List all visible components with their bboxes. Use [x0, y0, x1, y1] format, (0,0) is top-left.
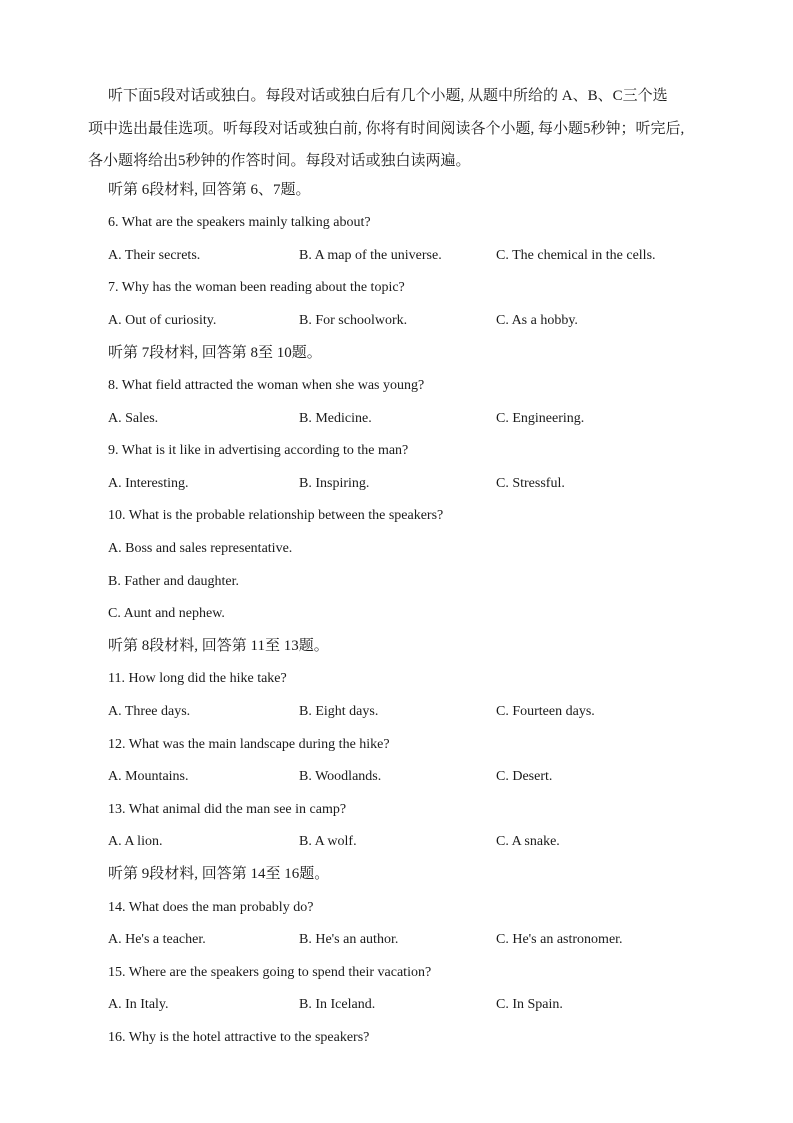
instructions-line-3: 各小题将给出5秒钟的作答时间。每段对话或独白读两遍。	[88, 153, 471, 169]
section-header-9: 听第 9段材料, 回答第 14至 16题。	[108, 866, 330, 882]
question-9: 9. What is it like in advertising according to the man?	[108, 443, 409, 458]
question-16: 16. Why is the hotel attractive to the speakers?	[108, 1030, 370, 1045]
question-15-option-c: C. In Spain.	[496, 997, 563, 1012]
instructions-paragraph	[88, 80, 720, 178]
question-15-option-b: B. In Iceland.	[299, 997, 376, 1012]
question-13-option-a: A. A lion.	[108, 834, 163, 849]
question-14: 14. What does the man probably do?	[108, 900, 314, 915]
question-13: 13. What animal did the man see in camp?	[108, 802, 347, 817]
question-12-option-a: A. Mountains.	[108, 769, 189, 784]
question-7-option-b: B. For schoolwork.	[299, 313, 408, 328]
question-6-option-c: C. The chemical in the cells.	[496, 248, 656, 263]
instructions-line-2: 项中选出最佳选项。听每段对话或独白前, 你将有时间阅读各个小题, 每小题5秒钟；听完后,	[88, 120, 685, 137]
question-14-option-a: A. He's a teacher.	[108, 932, 206, 947]
question-10-option-c: C. Aunt and nephew.	[108, 606, 225, 621]
question-6-option-a: A. Their secrets.	[108, 248, 201, 263]
question-9-option-b: B. Inspiring.	[299, 476, 370, 491]
section-header-6: 听第 6段材料, 回答第 6、7题。	[108, 182, 311, 198]
section-header-7: 听第 7段材料, 回答第 8至 10题。	[108, 345, 322, 361]
question-11-option-c: C. Fourteen days.	[496, 704, 595, 719]
question-14-option-b: B. He's an author.	[299, 932, 399, 947]
question-11: 11. How long did the hike take?	[108, 671, 287, 686]
question-8-option-b: B. Medicine.	[299, 411, 372, 426]
question-13-option-b: B. A wolf.	[299, 834, 357, 849]
question-10-option-b: B. Father and daughter.	[108, 574, 240, 589]
question-7: 7. Why has the woman been reading about the topic?	[108, 280, 405, 295]
question-13-option-c: C. A snake.	[496, 834, 560, 849]
question-11-option-b: B. Eight days.	[299, 704, 379, 719]
question-6-option-b: B. A map of the universe.	[299, 248, 442, 263]
question-15: 15. Where are the speakers going to spend their vacation?	[108, 965, 432, 980]
question-14-option-c: C. He's an astronomer.	[496, 932, 623, 947]
section-header-8: 听第 8段材料, 回答第 11至 13题。	[108, 638, 329, 654]
question-7-option-c: C. As a hobby.	[496, 313, 578, 328]
question-10: 10. What is the probable relationship between the speakers?	[108, 508, 444, 523]
question-8-option-c: C. Engineering.	[496, 411, 585, 426]
question-8-option-a: A. Sales.	[108, 411, 159, 426]
instructions-line-1: 听下面5段对话或独白。每段对话或独白后有几个小题, 从题中所给的 A、B、C三个选	[108, 88, 668, 104]
question-9-option-a: A. Interesting.	[108, 476, 189, 491]
question-6: 6. What are the speakers mainly talking about?	[108, 215, 371, 230]
question-12-option-b: B. Woodlands.	[299, 769, 382, 784]
question-15-option-a: A. In Italy.	[108, 997, 169, 1012]
question-12-option-c: C. Desert.	[496, 769, 553, 784]
question-11-option-a: A. Three days.	[108, 704, 191, 719]
question-10-option-a: A. Boss and sales representative.	[108, 541, 293, 556]
question-8: 8. What field attracted the woman when she was young?	[108, 378, 425, 393]
question-7-option-a: A. Out of curiosity.	[108, 313, 217, 328]
question-12: 12. What was the main landscape during the hike?	[108, 737, 390, 752]
question-9-option-c: C. Stressful.	[496, 476, 565, 491]
